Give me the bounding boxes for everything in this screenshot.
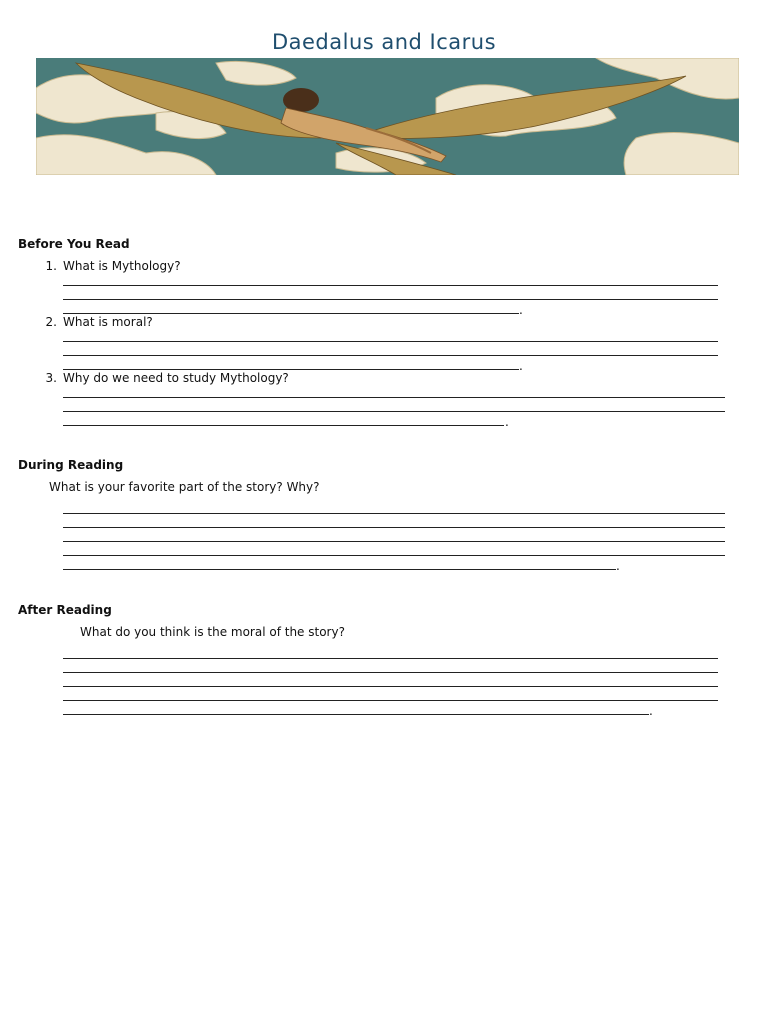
answer-line[interactable] bbox=[63, 541, 725, 542]
answer-line[interactable] bbox=[63, 369, 519, 370]
answer-line[interactable] bbox=[63, 411, 725, 412]
answer-line[interactable] bbox=[63, 299, 718, 300]
answer-line[interactable] bbox=[63, 555, 725, 556]
answer-line[interactable] bbox=[63, 686, 718, 687]
answer-line[interactable] bbox=[63, 527, 725, 528]
answer-line[interactable] bbox=[63, 513, 725, 514]
answer-line[interactable] bbox=[63, 425, 504, 426]
answer-line[interactable] bbox=[63, 658, 718, 659]
answer-line[interactable] bbox=[63, 285, 718, 286]
question-number: 2. bbox=[45, 315, 57, 329]
answer-line[interactable] bbox=[63, 397, 725, 398]
question-text: What is moral? bbox=[63, 315, 153, 329]
answer-line[interactable] bbox=[63, 355, 718, 356]
during-prompt: What is your favorite part of the story? Why? bbox=[49, 480, 320, 494]
question-2 bbox=[35, 315, 153, 329]
answer-line[interactable] bbox=[63, 714, 649, 715]
after-prompt: What do you think is the moral of the story? bbox=[80, 625, 345, 639]
question-1 bbox=[35, 259, 181, 273]
section-heading-after: After Reading bbox=[18, 603, 112, 617]
banner-image bbox=[36, 58, 739, 175]
section-heading-during: During Reading bbox=[18, 458, 124, 472]
period-mark: . bbox=[649, 704, 653, 718]
period-mark: . bbox=[519, 303, 523, 317]
answer-line[interactable] bbox=[63, 341, 718, 342]
question-number: 3. bbox=[45, 371, 57, 385]
period-mark: . bbox=[519, 359, 523, 373]
answer-line[interactable] bbox=[63, 700, 718, 701]
answer-line[interactable] bbox=[63, 313, 519, 314]
page-title: Daedalus and Icarus bbox=[271, 30, 497, 54]
answer-line[interactable] bbox=[63, 569, 616, 570]
period-mark: . bbox=[616, 559, 620, 573]
question-text: Why do we need to study Mythology? bbox=[63, 371, 289, 385]
answer-line[interactable] bbox=[63, 672, 718, 673]
period-mark: . bbox=[505, 415, 509, 429]
question-number: 1. bbox=[45, 259, 57, 273]
question-text: What is Mythology? bbox=[63, 259, 181, 273]
question-3 bbox=[35, 371, 289, 385]
section-heading-before: Before You Read bbox=[18, 237, 130, 251]
